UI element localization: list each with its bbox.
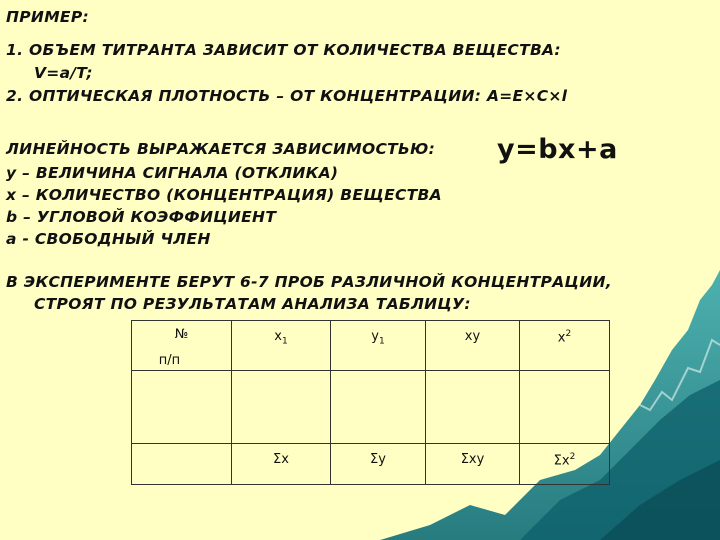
table-cell xyxy=(232,371,331,444)
definition-b: b – УГЛОВОЙ КОЭФФИЦИЕНТ xyxy=(6,208,277,226)
table-row xyxy=(132,371,610,444)
header-y-subscript: 1 xyxy=(378,336,385,347)
example-title: ПРИМЕР: xyxy=(6,8,89,26)
linear-equation: y=bx+a xyxy=(497,134,618,165)
table-cell xyxy=(520,371,610,444)
table-cell xyxy=(331,371,426,444)
experiment-line-1: В ЭКСПЕРИМЕНТЕ БЕРУТ 6-7 ПРОБ РАЗЛИЧНОЙ КОНЦЕНТРАЦИИ, xyxy=(6,273,612,291)
total-x: Σx xyxy=(273,452,289,467)
table-header-row xyxy=(132,321,610,371)
example-item-1: 1. ОБЪЕМ ТИТРАНТА ЗАВИСИТ ОТ КОЛИЧЕСТВА ВЕЩЕСТВА: xyxy=(6,41,561,59)
total-x2-cell xyxy=(520,444,610,485)
total-y: Σy xyxy=(370,452,386,467)
titrant-formula: V=a/T; xyxy=(34,64,93,82)
header-number: № xyxy=(174,327,189,342)
table-totals-row xyxy=(132,444,610,485)
total-x2-superscript: 2 xyxy=(569,452,576,462)
definition-x: x – КОЛИЧЕСТВО (КОНЦЕНТРАЦИЯ) ВЕЩЕСТВА xyxy=(6,186,442,204)
definition-a: a - СВОБОДНЫЙ ЧЛЕН xyxy=(6,230,211,248)
example-item-2: 2. ОПТИЧЕСКАЯ ПЛОТНОСТЬ – ОТ КОНЦЕНТРАЦИИ: A=E×C×l xyxy=(6,87,568,105)
total-x-cell xyxy=(232,444,331,485)
total-xy: Σxy xyxy=(460,452,485,467)
header-x2: x xyxy=(557,330,566,346)
calibration-table xyxy=(131,320,610,485)
header-xy: xy xyxy=(464,329,481,344)
header-y-cell xyxy=(331,321,426,371)
header-index: п/п xyxy=(158,353,181,368)
total-x2: Σx xyxy=(553,453,570,469)
header-x: x xyxy=(274,329,282,344)
header-y: y xyxy=(371,329,379,344)
header-x-subscript: 1 xyxy=(281,336,288,347)
header-x2-cell xyxy=(520,321,610,371)
definition-y: y – ВЕЛИЧИНА СИГНАЛА (ОТКЛИКА) xyxy=(6,164,339,182)
header-x-cell xyxy=(232,321,331,371)
table-cell xyxy=(132,371,232,444)
header-number-cell xyxy=(132,321,232,371)
total-xy-cell xyxy=(426,444,520,485)
table-cell xyxy=(132,444,232,485)
linearity-text: ЛИНЕЙНОСТЬ ВЫРАЖАЕТСЯ ЗАВИСИМОСТЬЮ: xyxy=(6,140,436,158)
header-xy-cell xyxy=(426,321,520,371)
total-y-cell xyxy=(331,444,426,485)
experiment-line-2: СТРОЯТ ПО РЕЗУЛЬТАТАМ АНАЛИЗА ТАБЛИЦУ: xyxy=(34,295,471,313)
header-x2-superscript: 2 xyxy=(565,329,572,339)
table-cell xyxy=(426,371,520,444)
